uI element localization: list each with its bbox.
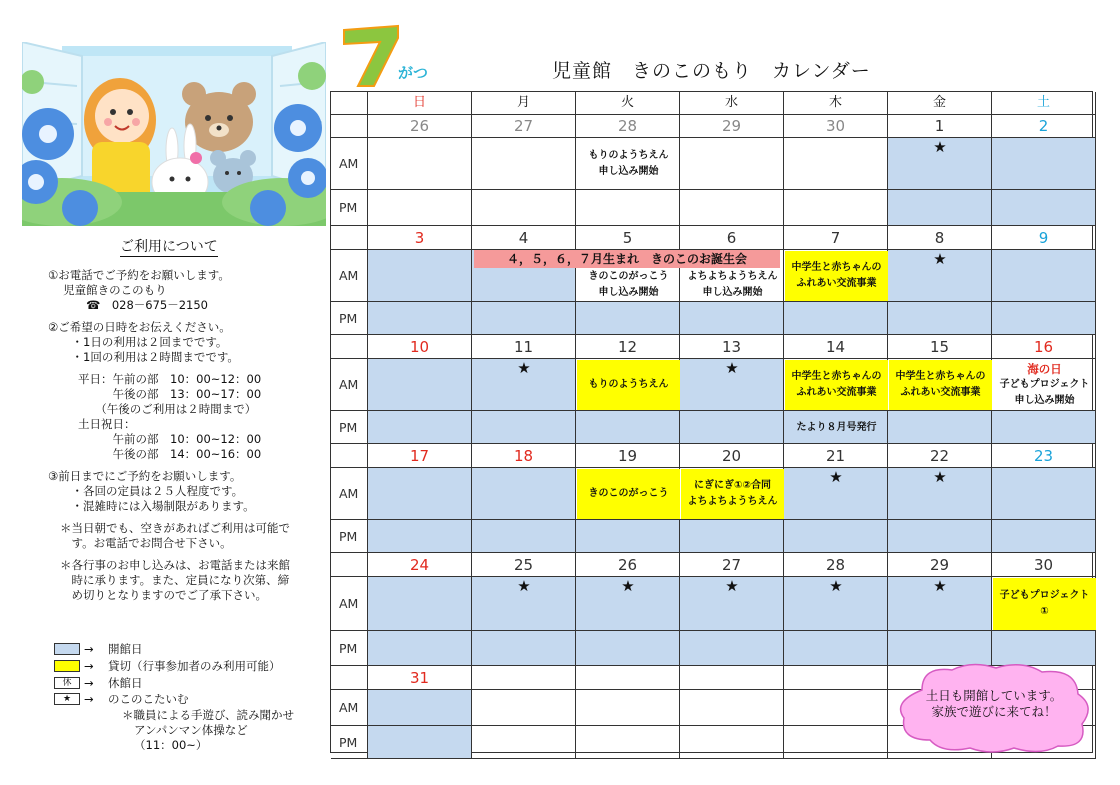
star-icon: ★ (933, 250, 947, 268)
usage-line: 午後の部 14：00~16：00 (78, 447, 262, 461)
pm-slot (368, 411, 472, 444)
pm-slot (992, 190, 1096, 226)
usage-line: 時に承ります。また、定員になり次第、締 (60, 573, 290, 587)
usage-line: 午後の部 13：00~17：00 (78, 387, 262, 401)
day-number: 9 (992, 226, 1096, 250)
pm-slot (472, 726, 576, 759)
am-slot (992, 138, 1096, 190)
am-slot (472, 138, 576, 190)
usage-line: 土日祝日： (78, 417, 136, 431)
pm-slot (992, 302, 1096, 335)
pm-slot (472, 631, 576, 666)
weekday-header: 木 (784, 92, 888, 115)
day-number (576, 666, 680, 690)
usage-line: 午前の部 10：00~12：00 (78, 432, 262, 446)
pm-slot (472, 190, 576, 226)
day-number: 7 (784, 226, 888, 250)
pm-slot (784, 520, 888, 553)
legend-swatch-closed: 休 (54, 677, 80, 689)
event-text: きのこのがっこう (588, 271, 669, 282)
weekday-header: 日 (368, 92, 472, 115)
day-number: 21 (784, 444, 888, 468)
am-slot (576, 690, 680, 726)
pm-slot (888, 302, 992, 335)
day-number: 3 (368, 226, 472, 250)
day-number: 4 (472, 226, 576, 250)
event-fureai (889, 360, 992, 410)
day-number: 1 (888, 115, 992, 138)
pm-slot (680, 726, 784, 759)
calendar-grid (330, 91, 1093, 753)
event-fureai (785, 251, 888, 301)
pm-slot (680, 631, 784, 666)
pm-slot (680, 190, 784, 226)
am-slot (368, 468, 472, 520)
legend-label: 貸切（行事参加者のみ利用可能） (108, 659, 281, 673)
am-label: AM (331, 577, 368, 631)
event-moriyou (577, 360, 680, 410)
am-slot (368, 250, 472, 302)
event-yochi-application (681, 270, 784, 300)
arrow-right-icon: → (84, 692, 94, 706)
event-text: 子どもプロジェクト (999, 379, 1090, 390)
pm-slot (680, 520, 784, 553)
day-number: 11 (472, 335, 576, 359)
usage-line: 平日：午前の部 10：00~12：00 (78, 372, 262, 386)
am-slot (992, 468, 1096, 520)
pm-slot (472, 520, 576, 553)
day-number: 19 (576, 444, 680, 468)
weekday-header: 水 (680, 92, 784, 115)
usage-line: め切りとなりますのでご了承下さい。 (60, 588, 267, 602)
usage-line: ＊当日朝でも、空きがあればご利用は可能で (60, 521, 290, 535)
legend-swatch-charter (54, 660, 80, 672)
day-number: 26 (368, 115, 472, 138)
usage-line: ＊各行事のお申し込みは、お電話または来館 (60, 558, 290, 572)
pm-slot (784, 190, 888, 226)
event-text: たより８月号発行 (796, 421, 877, 433)
pm-slot (368, 520, 472, 553)
star-icon: ★ (621, 577, 635, 595)
event-text: 申し込み開始 (598, 287, 659, 298)
usage-line: ・混雑時には入場制限があります。 (60, 499, 255, 513)
am-slot (368, 577, 472, 631)
cloud-note-text: 土日も開館しています。 家族で遊びに来てね！ (925, 688, 1063, 719)
star-icon: ★ (725, 577, 739, 595)
day-number: 17 (368, 444, 472, 468)
am-slot (368, 138, 472, 190)
pm-slot (576, 411, 680, 444)
arrow-right-icon: → (84, 676, 94, 690)
star-icon: ★ (933, 138, 947, 156)
day-number: 28 (784, 553, 888, 577)
pm-slot (992, 520, 1096, 553)
star-icon: ★ (829, 577, 843, 595)
pm-label: PM (331, 190, 368, 226)
weekday-header: 火 (576, 92, 680, 115)
pm-slot (992, 411, 1096, 444)
event-text: 中学生と赤ちゃんの (791, 262, 882, 273)
am-slot (368, 359, 472, 411)
month-suffix: がつ (398, 64, 429, 82)
arrow-right-icon: → (84, 659, 94, 673)
am-label: AM (331, 468, 368, 520)
usage-line: （午後のご利用は２時間まで） (78, 402, 257, 416)
event-text: もりのようちえん (588, 379, 669, 390)
month-number-text: 7 (370, 65, 372, 67)
day-number: 16 (992, 335, 1096, 359)
event-kodomo (993, 578, 1096, 630)
day-number: 23 (992, 444, 1096, 468)
weekday-header: 土 (992, 92, 1096, 115)
calendar-title: 児童館 きのこのもり カレンダー (552, 60, 871, 82)
am-slot (784, 138, 888, 190)
day-number: 20 (680, 444, 784, 468)
usage-line: ③前日までにご予約をお願いします。 (48, 469, 242, 483)
legend-label: 休館日 (108, 676, 143, 690)
legend-note: アンパンマン体操など (134, 723, 248, 737)
am-slot (680, 690, 784, 726)
day-number: 12 (576, 335, 680, 359)
day-number: 29 (680, 115, 784, 138)
event-text: 子どもプロジェクト (999, 590, 1090, 601)
star-icon: ★ (933, 577, 947, 595)
day-number: 28 (576, 115, 680, 138)
pm-slot (680, 411, 784, 444)
event-text: 申し込み開始 (598, 166, 659, 177)
arrow-right-icon: → (84, 642, 94, 656)
corner-cell (331, 92, 368, 115)
day-number: 30 (992, 553, 1096, 577)
pm-label: PM (331, 411, 368, 444)
day-number: 15 (888, 335, 992, 359)
day-number: 6 (680, 226, 784, 250)
day-number (472, 666, 576, 690)
day-number: 27 (680, 553, 784, 577)
day-number-label-cell (331, 335, 368, 359)
star-icon: ★ (517, 577, 531, 595)
day-number (680, 666, 784, 690)
pm-label: PM (331, 631, 368, 666)
am-slot (992, 250, 1096, 302)
day-number: 29 (888, 553, 992, 577)
pm-slot (784, 302, 888, 335)
day-number: 8 (888, 226, 992, 250)
day-number: 30 (784, 115, 888, 138)
header-illustration (22, 42, 326, 226)
day-number: 13 (680, 335, 784, 359)
am-label: AM (331, 138, 368, 190)
event-text: ふれあい交流事業 (900, 387, 981, 398)
pm-slot (888, 190, 992, 226)
day-number: 25 (472, 553, 576, 577)
event-kinoko-application (577, 270, 680, 300)
legend-note: （11：00~） (134, 738, 208, 752)
usage-line: ・1日の利用は２回までです。 (60, 335, 228, 349)
event-text: 海の日 (1027, 362, 1062, 376)
day-number: 24 (368, 553, 472, 577)
pm-label: PM (331, 726, 368, 759)
usage-line: ・1回の利用は２時間までです。 (60, 350, 239, 364)
day-number: 22 (888, 444, 992, 468)
day-number: 10 (368, 335, 472, 359)
event-text: よちよちようちえん (687, 271, 778, 282)
usage-line: ☎ 028－675－2150 (86, 298, 208, 312)
am-slot (472, 690, 576, 726)
am-label: AM (331, 359, 368, 411)
event-text: 申し込み開始 (702, 287, 763, 298)
day-number-label-cell (331, 553, 368, 577)
usage-line: 児童館きのこのもり (48, 283, 167, 297)
event-text: よちよちようちえん (687, 496, 778, 507)
am-slot (680, 138, 784, 190)
am-slot (784, 690, 888, 726)
event-fureai (785, 360, 888, 410)
day-number: 5 (576, 226, 680, 250)
pm-slot (368, 190, 472, 226)
pm-slot (576, 190, 680, 226)
event-text: 中学生と赤ちゃんの (791, 371, 882, 382)
legend-label: 開館日 (108, 642, 143, 656)
day-number (784, 666, 888, 690)
star-icon: ★ (517, 359, 531, 377)
event-nigi (681, 469, 784, 519)
pm-slot (576, 726, 680, 759)
pm-slot (784, 726, 888, 759)
am-slot (472, 468, 576, 520)
event-text: ① (1040, 606, 1049, 617)
pm-label: PM (331, 302, 368, 335)
weekday-header: 金 (888, 92, 992, 115)
day-number: 18 (472, 444, 576, 468)
star-icon: ★ (933, 468, 947, 486)
event-text: ふれあい交流事業 (796, 387, 877, 398)
am-slot (368, 690, 472, 726)
day-number: 31 (368, 666, 472, 690)
pm-slot (888, 520, 992, 553)
day-number: 14 (784, 335, 888, 359)
pm-label: PM (331, 520, 368, 553)
am-label: AM (331, 250, 368, 302)
pm-slot (368, 302, 472, 335)
day-number: 26 (576, 553, 680, 577)
event-text: ふれあい交流事業 (796, 278, 877, 289)
birthday-banner: ４，５，６，７月生まれ きのこのお誕生会 (474, 250, 780, 268)
am-label: AM (331, 690, 368, 726)
event-text: きのこのがっこう (588, 488, 669, 499)
pm-slot (680, 302, 784, 335)
usage-line: ・各回の定員は２５人程度です。 (60, 484, 244, 498)
day-number-label-cell (331, 226, 368, 250)
pm-slot (368, 726, 472, 759)
usage-line: ①お電話でご予約をお願いします。 (48, 268, 230, 282)
day-number: 27 (472, 115, 576, 138)
weekday-header: 月 (472, 92, 576, 115)
legend-swatch-open (54, 643, 80, 655)
pm-slot (576, 631, 680, 666)
pm-slot (888, 411, 992, 444)
pm-slot (472, 411, 576, 444)
pm-slot (576, 302, 680, 335)
legend-note: ＊職員による手遊び、読み聞かせ (122, 708, 295, 722)
day-number-label-cell (331, 666, 368, 690)
pm-slot (576, 520, 680, 553)
day-number-label-cell (331, 444, 368, 468)
legend-label: のこのこたいむ (108, 692, 189, 706)
usage-line: ②ご希望の日時をお伝えください。 (48, 320, 231, 334)
usage-line: す。お電話でお問合せ下さい。 (60, 536, 232, 550)
pm-slot (784, 631, 888, 666)
event-text: 中学生と赤ちゃんの (895, 371, 986, 382)
star-icon: ★ (54, 693, 80, 705)
event-text: 申し込み開始 (1014, 395, 1075, 406)
pm-slot (472, 302, 576, 335)
usage-title: ご利用について (120, 239, 218, 255)
event-tayori (785, 412, 888, 443)
star-icon: ★ (725, 359, 739, 377)
star-icon: ★ (829, 468, 843, 486)
day-number-label-cell (331, 115, 368, 138)
day-number: 2 (992, 115, 1096, 138)
event-kinoko (577, 469, 680, 519)
pm-slot (368, 631, 472, 666)
event-text: にぎにぎ①②合同 (694, 480, 771, 491)
event-moriyou-application (577, 139, 680, 189)
event-text: もりのようちえん (588, 150, 669, 161)
event-umi-kodomo (993, 360, 1096, 410)
month-number (340, 20, 402, 90)
